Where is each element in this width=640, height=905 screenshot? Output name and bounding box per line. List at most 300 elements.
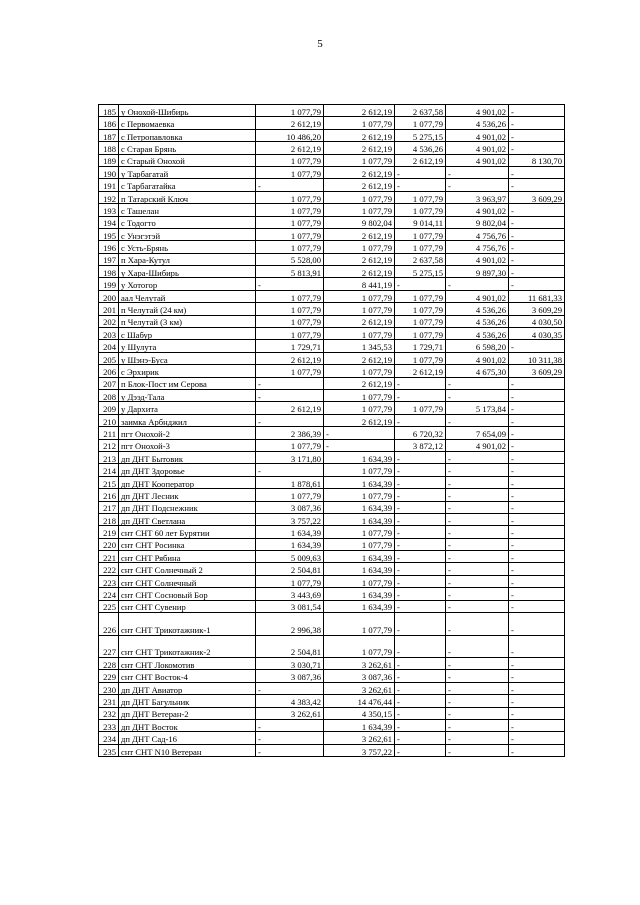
table-row [99, 538, 565, 550]
value-col-1: 1 077,79 [256, 365, 324, 377]
value-col-4: 4 536,26 [446, 117, 509, 129]
table-row [99, 228, 565, 240]
value-col-3: 2 637,58 [395, 253, 446, 265]
settlement-name: дп ДНТ Восток [119, 719, 256, 731]
value-col-3: 1 077,79 [395, 228, 446, 240]
value-col-3: 1 077,79 [395, 328, 446, 340]
table-row [99, 732, 565, 744]
row-number: 210 [99, 414, 119, 426]
value-col-1: 1 077,79 [256, 303, 324, 315]
value-col-5: 3 609,29 [509, 191, 565, 203]
row-number: 218 [99, 513, 119, 525]
value-col-3: - [395, 719, 446, 731]
value-col-2: 1 077,79 [324, 464, 395, 476]
value-col-3: - [395, 476, 446, 488]
value-col-1: 1 077,79 [256, 166, 324, 178]
value-col-2: 1 077,79 [324, 117, 395, 129]
value-col-4: 4 901,02 [446, 253, 509, 265]
value-col-2: 1 634,39 [324, 563, 395, 575]
value-col-2: 1 634,39 [324, 513, 395, 525]
value-col-4: 4 536,26 [446, 303, 509, 315]
value-col-3: 1 077,79 [395, 191, 446, 203]
settlement-name: пгт Онохой-2 [119, 427, 256, 439]
value-col-3: 1 077,79 [395, 402, 446, 414]
value-col-1: 1 077,79 [256, 328, 324, 340]
value-col-5: - [509, 489, 565, 501]
table-row [99, 278, 565, 290]
table-row [99, 501, 565, 513]
value-col-2: 3 262,61 [324, 682, 395, 694]
table-row [99, 489, 565, 501]
value-col-2: 1 077,79 [324, 328, 395, 340]
value-col-1: 2 386,39 [256, 427, 324, 439]
value-col-5: - [509, 538, 565, 550]
value-col-4: - [446, 563, 509, 575]
value-col-1: - [256, 464, 324, 476]
value-col-3: 3 872,12 [395, 439, 446, 451]
row-number: 226 [99, 613, 119, 636]
value-col-2: 2 612,19 [324, 377, 395, 389]
table-row [99, 241, 565, 253]
value-col-2: 1 077,79 [324, 365, 395, 377]
value-col-1: 5 813,91 [256, 266, 324, 278]
value-col-3: - [395, 389, 446, 401]
row-number: 235 [99, 744, 119, 756]
value-col-3: 2 612,19 [395, 365, 446, 377]
table-row [99, 377, 565, 389]
value-col-4: - [446, 744, 509, 756]
value-col-4: 4 901,02 [446, 204, 509, 216]
table-row [99, 682, 565, 694]
settlement-name: снт СНТ Трикотажник-2 [119, 635, 256, 658]
row-number: 190 [99, 166, 119, 178]
settlement-name: у Тарбагатай [119, 166, 256, 178]
value-col-5: - [509, 744, 565, 756]
settlement-name: с Тодогто [119, 216, 256, 228]
table-row [99, 365, 565, 377]
row-number: 212 [99, 439, 119, 451]
row-number: 185 [99, 105, 119, 117]
value-col-3: - [395, 489, 446, 501]
value-col-4: 4 675,30 [446, 365, 509, 377]
row-number: 227 [99, 635, 119, 658]
value-col-5: - [509, 563, 565, 575]
row-number: 187 [99, 129, 119, 141]
value-col-4: 4 901,02 [446, 105, 509, 117]
table-row [99, 588, 565, 600]
value-col-4: - [446, 389, 509, 401]
table-row [99, 352, 565, 364]
settlement-name: снт СНТ Восток-4 [119, 670, 256, 682]
settlement-name: дп ДНТ Светлана [119, 513, 256, 525]
settlement-name: с Эрхирик [119, 365, 256, 377]
value-col-5: - [509, 389, 565, 401]
settlement-name: аал Челутай [119, 290, 256, 302]
settlement-name: п Блок-Пост им Серова [119, 377, 256, 389]
value-col-3: 1 077,79 [395, 315, 446, 327]
value-col-4: 4 756,76 [446, 228, 509, 240]
value-col-4: - [446, 377, 509, 389]
table-row [99, 414, 565, 426]
value-col-5: - [509, 707, 565, 719]
value-col-2: 2 612,19 [324, 253, 395, 265]
value-col-3: - [395, 744, 446, 756]
value-col-2: 2 612,19 [324, 414, 395, 426]
settlement-name: дп ДНТ Бытовик [119, 451, 256, 463]
value-col-3: - [395, 166, 446, 178]
value-col-1: 1 077,79 [256, 241, 324, 253]
value-col-5: - [509, 266, 565, 278]
row-number: 228 [99, 658, 119, 670]
table-row [99, 695, 565, 707]
settlement-name: снт СНТ Локомотив [119, 658, 256, 670]
table-row [99, 526, 565, 538]
value-col-5: - [509, 204, 565, 216]
value-col-5: - [509, 216, 565, 228]
value-col-2: 1 634,39 [324, 451, 395, 463]
value-col-5: - [509, 513, 565, 525]
value-col-4: 4 901,02 [446, 290, 509, 302]
table-row [99, 216, 565, 228]
value-col-3: - [395, 179, 446, 191]
table-row [99, 707, 565, 719]
table-row [99, 600, 565, 612]
value-col-4: 4 901,02 [446, 142, 509, 154]
settlement-name: дп ДНТ Кооператор [119, 476, 256, 488]
value-col-3: - [395, 588, 446, 600]
value-col-1: 2 612,19 [256, 142, 324, 154]
row-number: 199 [99, 278, 119, 290]
value-col-2: 1 077,79 [324, 303, 395, 315]
value-col-3: 4 536,26 [395, 142, 446, 154]
value-col-4: 3 963,97 [446, 191, 509, 203]
row-number: 191 [99, 179, 119, 191]
value-col-5: - [509, 439, 565, 451]
row-number: 217 [99, 501, 119, 513]
value-col-5: - [509, 658, 565, 670]
value-col-1: 1 077,79 [256, 290, 324, 302]
settlement-name: у Шулута [119, 340, 256, 352]
value-col-5: - [509, 732, 565, 744]
table-row [99, 551, 565, 563]
value-col-4: 4 901,02 [446, 352, 509, 364]
row-number: 192 [99, 191, 119, 203]
page-number: 5 [317, 38, 323, 50]
value-col-3: 5 275,15 [395, 266, 446, 278]
value-col-4: - [446, 719, 509, 731]
value-col-2: 1 077,79 [324, 526, 395, 538]
value-col-3: - [395, 682, 446, 694]
row-number: 221 [99, 551, 119, 563]
value-col-1: - [256, 377, 324, 389]
value-col-5: - [509, 682, 565, 694]
value-col-2: 1 077,79 [324, 613, 395, 636]
settlement-name: дп ДНТ Багульник [119, 695, 256, 707]
value-col-2: 2 612,19 [324, 228, 395, 240]
value-col-4: - [446, 670, 509, 682]
value-col-4: - [446, 179, 509, 191]
value-col-5: 8 130,70 [509, 154, 565, 166]
value-col-2: 1 077,79 [324, 489, 395, 501]
settlement-name: пгт Онохой-3 [119, 439, 256, 451]
value-col-1: - [256, 732, 324, 744]
value-col-5: - [509, 117, 565, 129]
row-number: 233 [99, 719, 119, 731]
table-body [99, 105, 565, 757]
row-number: 211 [99, 427, 119, 439]
settlement-name: дп ДНТ Авиатор [119, 682, 256, 694]
settlement-name: снт СНТ Сувенир [119, 600, 256, 612]
value-col-2: 1 077,79 [324, 575, 395, 587]
value-col-1: 3 030,71 [256, 658, 324, 670]
value-col-2: - [324, 439, 395, 451]
value-col-5: - [509, 166, 565, 178]
value-col-5: 11 681,33 [509, 290, 565, 302]
value-col-5: - [509, 464, 565, 476]
value-col-1: 2 504,81 [256, 563, 324, 575]
value-col-4: - [446, 414, 509, 426]
value-col-3: 1 077,79 [395, 204, 446, 216]
table-row [99, 290, 565, 302]
row-number: 223 [99, 575, 119, 587]
value-col-5: - [509, 377, 565, 389]
value-col-4: 4 536,26 [446, 328, 509, 340]
settlement-name: дп ДНТ Подснежник [119, 501, 256, 513]
table-row [99, 253, 565, 265]
value-col-5: - [509, 451, 565, 463]
row-number: 207 [99, 377, 119, 389]
value-col-2: 2 612,19 [324, 315, 395, 327]
value-col-1: 3 087,36 [256, 670, 324, 682]
value-col-1: 1 077,79 [256, 439, 324, 451]
settlement-name: снт СНТ Росинка [119, 538, 256, 550]
value-col-1: 1 878,61 [256, 476, 324, 488]
value-col-3: 1 729,71 [395, 340, 446, 352]
table-row [99, 389, 565, 401]
value-col-2: 1 634,39 [324, 600, 395, 612]
value-col-4: - [446, 538, 509, 550]
value-col-3: - [395, 451, 446, 463]
value-col-3: - [395, 613, 446, 636]
table-row [99, 266, 565, 278]
value-col-1: - [256, 278, 324, 290]
value-col-1: 1 634,39 [256, 526, 324, 538]
settlement-name: снт СНТ Солнечный 2 [119, 563, 256, 575]
value-col-1: 2 504,81 [256, 635, 324, 658]
value-col-5: - [509, 228, 565, 240]
settlement-name: снт СНТ Сосновый Бор [119, 588, 256, 600]
value-col-3: 1 077,79 [395, 117, 446, 129]
value-col-4: - [446, 682, 509, 694]
settlement-name: с Старый Онохой [119, 154, 256, 166]
value-col-4: - [446, 513, 509, 525]
value-col-4: - [446, 278, 509, 290]
value-col-5: - [509, 600, 565, 612]
value-col-4: - [446, 166, 509, 178]
value-col-5: - [509, 551, 565, 563]
row-number: 222 [99, 563, 119, 575]
value-col-3: - [395, 658, 446, 670]
table-row [99, 402, 565, 414]
value-col-2: 1 077,79 [324, 241, 395, 253]
value-col-5: 3 609,29 [509, 365, 565, 377]
table-row [99, 464, 565, 476]
value-col-2: 14 476,44 [324, 695, 395, 707]
value-col-5: - [509, 635, 565, 658]
data-table [98, 104, 565, 757]
value-col-1: 1 077,79 [256, 228, 324, 240]
value-col-5: - [509, 129, 565, 141]
value-col-1: 3 171,80 [256, 451, 324, 463]
value-col-2: 1 077,79 [324, 290, 395, 302]
value-col-1: - [256, 719, 324, 731]
value-col-2: 3 087,36 [324, 670, 395, 682]
row-number: 201 [99, 303, 119, 315]
value-col-3: - [395, 464, 446, 476]
value-col-2: 1 077,79 [324, 402, 395, 414]
value-col-2: 1 077,79 [324, 154, 395, 166]
value-col-5: - [509, 142, 565, 154]
row-number: 215 [99, 476, 119, 488]
value-col-4: 4 756,76 [446, 241, 509, 253]
value-col-3: 1 077,79 [395, 290, 446, 302]
settlement-name: снт СНТ N10 Ветеран [119, 744, 256, 756]
value-col-4: - [446, 695, 509, 707]
settlement-name: у Шэнэ-Буса [119, 352, 256, 364]
value-col-4: - [446, 451, 509, 463]
row-number: 206 [99, 365, 119, 377]
value-col-4: - [446, 635, 509, 658]
table-row [99, 670, 565, 682]
value-col-4: - [446, 551, 509, 563]
row-number: 229 [99, 670, 119, 682]
settlement-name: с Унэгэтэй [119, 228, 256, 240]
value-col-4: - [446, 501, 509, 513]
row-number: 188 [99, 142, 119, 154]
settlement-name: с Старая Брянь [119, 142, 256, 154]
settlement-name: у Онохой-Шибирь [119, 105, 256, 117]
settlement-name: п Челутай (3 км) [119, 315, 256, 327]
row-number: 234 [99, 732, 119, 744]
value-col-1: 2 996,38 [256, 613, 324, 636]
value-col-1: - [256, 682, 324, 694]
value-col-1: - [256, 389, 324, 401]
table-row [99, 340, 565, 352]
value-col-5: - [509, 588, 565, 600]
settlement-name: п Татарский Ключ [119, 191, 256, 203]
row-number: 202 [99, 315, 119, 327]
value-col-3: 2 612,19 [395, 154, 446, 166]
value-col-4: - [446, 658, 509, 670]
table-row [99, 613, 565, 636]
value-col-5: - [509, 414, 565, 426]
table-row [99, 563, 565, 575]
value-col-4: - [446, 588, 509, 600]
table-row [99, 744, 565, 756]
row-number: 204 [99, 340, 119, 352]
value-col-3: 1 077,79 [395, 303, 446, 315]
table-row [99, 719, 565, 731]
row-number: 205 [99, 352, 119, 364]
value-col-5: - [509, 719, 565, 731]
value-col-2: 2 612,19 [324, 352, 395, 364]
row-number: 216 [99, 489, 119, 501]
value-col-5: - [509, 575, 565, 587]
row-number: 200 [99, 290, 119, 302]
value-col-1: 2 612,19 [256, 352, 324, 364]
value-col-3: - [395, 695, 446, 707]
row-number: 225 [99, 600, 119, 612]
value-col-5: - [509, 476, 565, 488]
settlement-name: дп ДНТ Сад-16 [119, 732, 256, 744]
value-col-2: 4 350,15 [324, 707, 395, 719]
value-col-3: - [395, 635, 446, 658]
table-row [99, 154, 565, 166]
row-number: 231 [99, 695, 119, 707]
row-number: 198 [99, 266, 119, 278]
value-col-3: - [395, 513, 446, 525]
table-row [99, 204, 565, 216]
table-row [99, 105, 565, 117]
value-col-2: 8 441,19 [324, 278, 395, 290]
value-col-4: 5 173,84 [446, 402, 509, 414]
row-number: 213 [99, 451, 119, 463]
settlement-name: дп ДНТ Здоровье [119, 464, 256, 476]
value-col-1: 2 612,19 [256, 402, 324, 414]
table-row [99, 658, 565, 670]
value-col-2: 2 612,19 [324, 266, 395, 278]
value-col-1: 1 077,79 [256, 216, 324, 228]
value-col-2: 1 077,79 [324, 204, 395, 216]
value-col-5: - [509, 241, 565, 253]
table-row [99, 476, 565, 488]
row-number: 193 [99, 204, 119, 216]
value-col-4: - [446, 489, 509, 501]
value-col-3: 6 720,32 [395, 427, 446, 439]
settlement-name: с Шабур [119, 328, 256, 340]
value-col-4: - [446, 732, 509, 744]
value-col-1: 1 077,79 [256, 489, 324, 501]
value-col-1: 1 077,79 [256, 315, 324, 327]
value-col-2: 3 757,22 [324, 744, 395, 756]
value-col-2: 1 634,39 [324, 551, 395, 563]
value-col-2: 1 077,79 [324, 389, 395, 401]
value-col-2: - [324, 427, 395, 439]
row-number: 195 [99, 228, 119, 240]
value-col-5: - [509, 670, 565, 682]
settlement-name: у Хара-Шибирь [119, 266, 256, 278]
value-col-3: 9 014,11 [395, 216, 446, 228]
value-col-3: - [395, 526, 446, 538]
table-row [99, 427, 565, 439]
row-number: 194 [99, 216, 119, 228]
value-col-2: 3 262,61 [324, 658, 395, 670]
value-col-4: 4 901,02 [446, 439, 509, 451]
value-col-1: 1 077,79 [256, 105, 324, 117]
table-row [99, 303, 565, 315]
value-col-2: 2 612,19 [324, 129, 395, 141]
settlement-name: у Дээд-Тала [119, 389, 256, 401]
value-col-3: - [395, 377, 446, 389]
table-row [99, 191, 565, 203]
row-number: 214 [99, 464, 119, 476]
value-col-1: 1 729,71 [256, 340, 324, 352]
value-col-2: 1 077,79 [324, 538, 395, 550]
table-row [99, 451, 565, 463]
settlement-name: у Хотогор [119, 278, 256, 290]
value-col-4: - [446, 575, 509, 587]
table-row [99, 179, 565, 191]
